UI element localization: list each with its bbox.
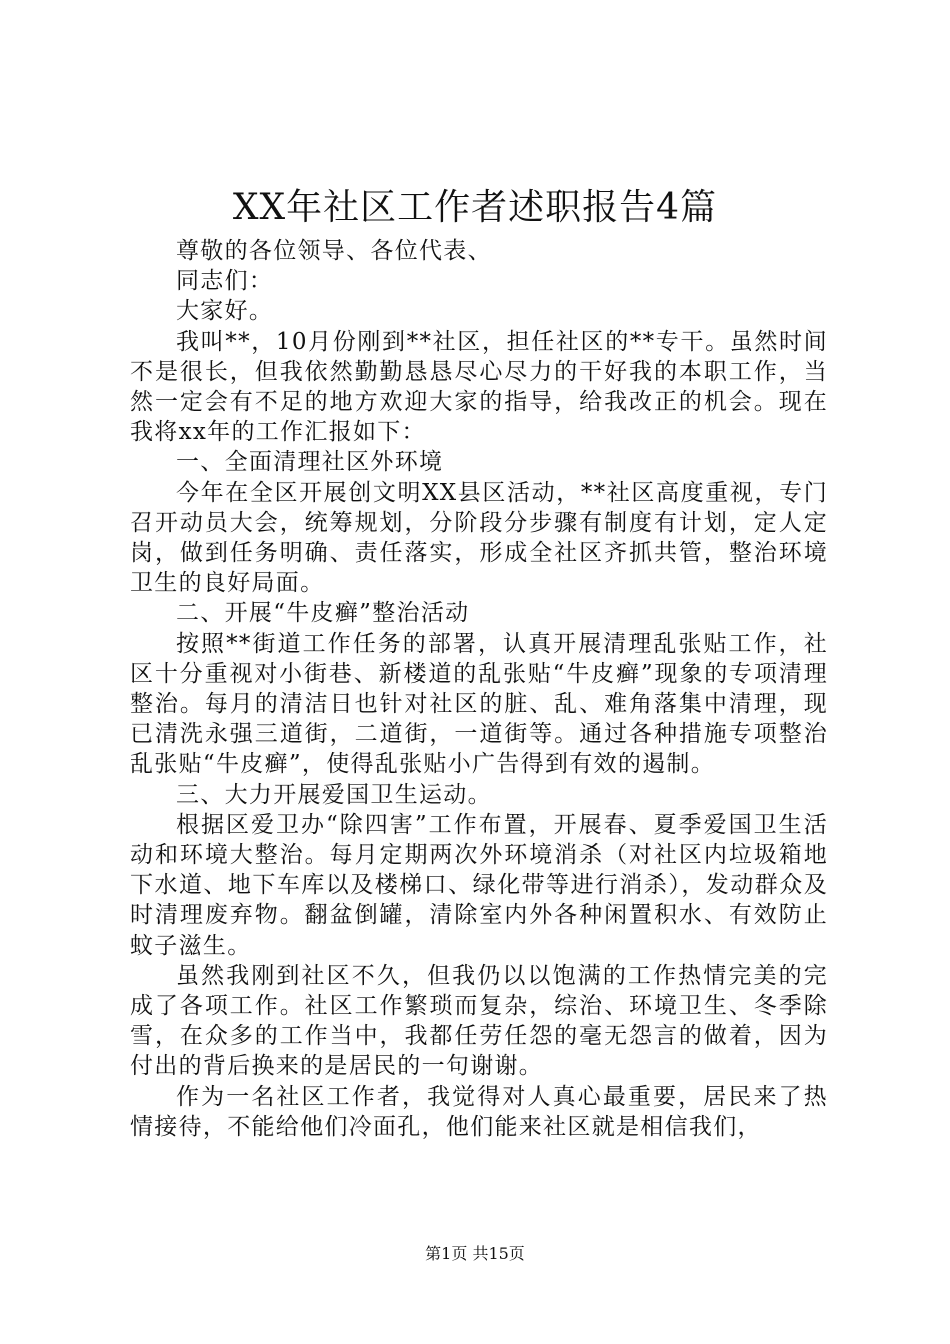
document-title: XX年社区工作者述职报告4篇	[232, 187, 718, 228]
paragraph-reflection: 虽然我刚到社区不久，但我仍以以饱满的工作热情完美的完成了各项工作。社区工作繁琐而复杂，综治、环境卫生、冬季除雪，在众多的工作当中，我都任劳任怨的毫无怨言的做着，因为付出的背后换来的是居民的一句谢谢。	[130, 962, 828, 1080]
paragraph-salutation: 尊敬的各位领导、各位代表、	[176, 238, 492, 264]
page-footer: 第1页 共15页	[425, 1244, 525, 1263]
section-heading-2: 二、开展“牛皮癣”整治活动	[176, 600, 470, 627]
paragraph-closing: 作为一名社区工作者，我觉得对人真心最重要，居民来了热情接待，不能给他们冷面孔，他们能来社区就是相信我们，	[130, 1083, 828, 1140]
paragraph-section-1: 今年在全区开展创文明XX县区活动，**社区高度重视，专门召开动员大会，统筹规划，分阶段分步骤有制度有计划，定人定岗，做到任务明确、责任落实，形成全社区齐抓共管，整治环境卫生的良好局面。	[130, 479, 828, 597]
section-heading-1: 一、全面清理社区外环境	[176, 449, 444, 476]
paragraph-greeting: 大家好。	[176, 298, 274, 325]
paragraph-salutation-2: 同志们：	[176, 268, 274, 295]
paragraph-intro: 我叫**，10月份刚到**社区，担任社区的**专干。虽然时间不是很长，但我依然勤勤恳恳尽心尽力的干好我的本职工作，当然一定会有不足的地方欢迎大家的指导，给我改正的机会。现在我将xx年的工作汇报如下：	[130, 328, 828, 446]
paragraph-section-2: 按照**街道工作任务的部署，认真开展清理乱张贴工作，社区十分重视对小街巷、新楼道的乱张贴“牛皮癣”现象的专项清理整治。每月的清洁日也针对社区的脏、乱、难角落集中清理，现已清洗永强三道街，二道街，一道街等。通过各种措施专项整治乱张贴“牛皮癣”，使得乱张贴小广告得到有效的遏制。	[130, 630, 828, 778]
paragraph-section-3: 根据区爱卫办“除四害”工作布置，开展春、夏季爱国卫生活动和环境大整治。每月定期两次外环境消杀（对社区内垃圾箱地下水道、地下车库以及楼梯口、绿化带等进行消杀），发动群众及时清理废弃物。翻盆倒罐，清除室内外各种闲置积水、有效防止蚊子滋生。	[130, 811, 828, 959]
section-heading-3: 三、大力开展爱国卫生运动。	[176, 781, 492, 808]
document-body	[130, 236, 828, 1142]
